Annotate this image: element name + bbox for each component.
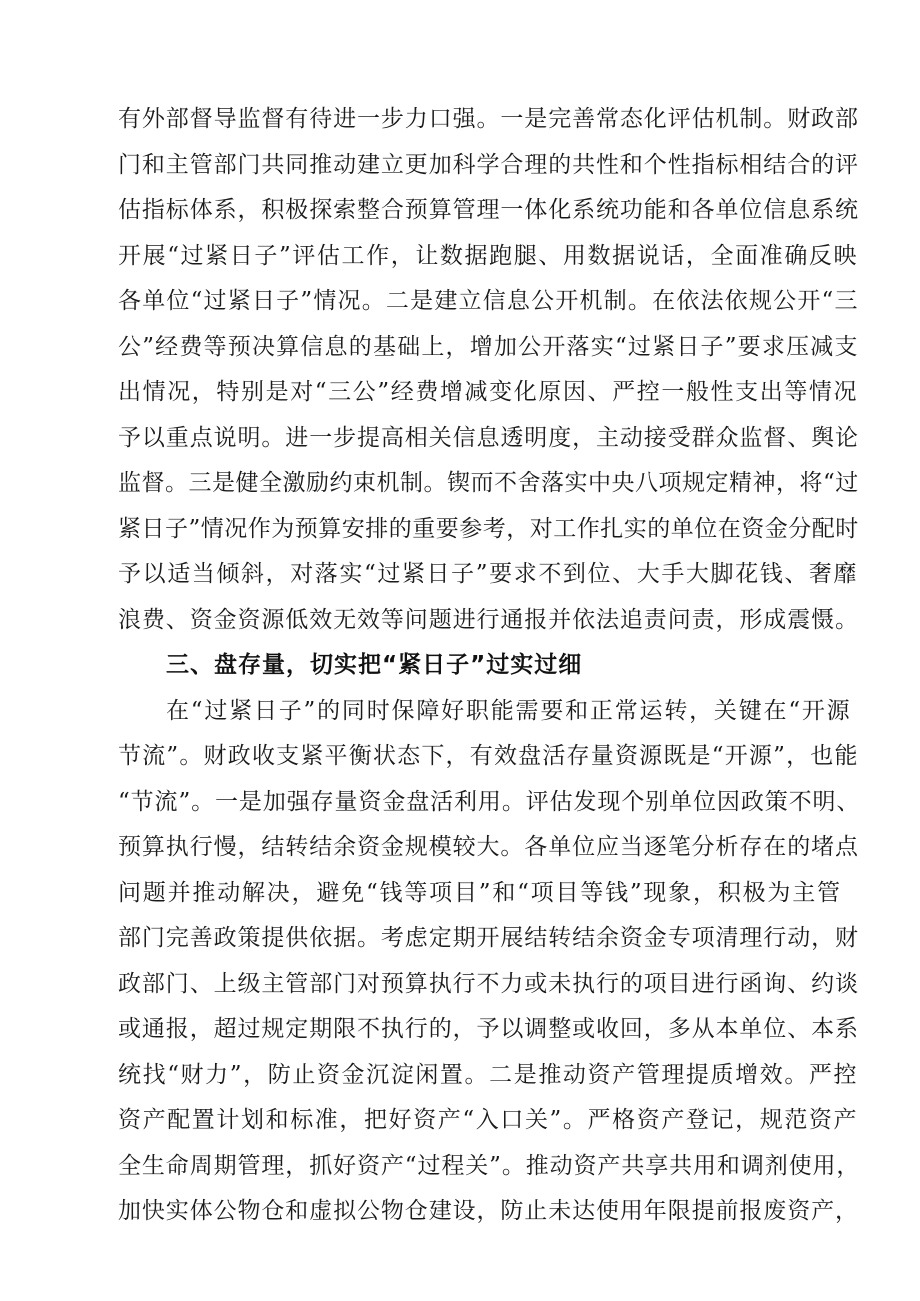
text-line: 部门完善政策提供依据。考虑定期开展结转结余资金专项清理行动，财 bbox=[118, 925, 859, 951]
text-line: 门和主管部门共同推动建立更加科学合理的共性和个性指标相结合的评 bbox=[118, 152, 859, 178]
section-heading: 三、盘存量，切实把“紧日子”过实过细 bbox=[166, 652, 583, 678]
text-line: 予以适当倾斜，对落实“过紧日子”要求不到位、大手大脚花钱、奢靡 bbox=[118, 561, 859, 587]
text-line: “节流”。一是加强存量资金盘活利用。评估发现个别单位因政策不明、 bbox=[118, 789, 861, 815]
text-line: 监督。三是健全激励约束机制。锲而不舍落实中央八项规定精神，将“过 bbox=[118, 470, 859, 496]
text-line: 预算执行慢，结转结余资金规模较大。各单位应当逐笔分析存在的堵点 bbox=[118, 834, 859, 860]
text-line: 予以重点说明。进一步提高相关信息透明度，主动接受群众监督、舆论 bbox=[118, 425, 859, 451]
text-line: 公”经费等预决算信息的基础上，增加公开落实“过紧日子”要求压减支 bbox=[118, 334, 859, 360]
text-line: 有外部督导监督有待进一步力口强。一是完善常态化评估机制。财政部 bbox=[118, 106, 859, 132]
text-line: 紧日子”情况作为预算安排的重要参考，对工作扎实的单位在资金分配时 bbox=[118, 516, 859, 542]
text-line: 全生命周期管理，抓好资产“过程关”。推动资产共享共用和调剂使用， bbox=[118, 1153, 861, 1179]
text-line: 估指标体系，积极探索整合预算管理一体化系统功能和各单位信息系统 bbox=[118, 197, 859, 223]
text-line: 出情况，特别是对“三公”经费增减变化原因、严控一般性支出等情况 bbox=[118, 379, 859, 405]
text-line: 节流”。财政收支紧平衡状态下，有效盘活存量资源既是“开源”，也能 bbox=[118, 743, 859, 769]
text-line: 问题并推动解决，避免“钱等项目”和“项目等钱”现象，积极为主管 bbox=[118, 880, 842, 906]
text-line: 开展“过紧日子”评估工作，让数据跑腿、用数据说话，全面准确反映 bbox=[118, 243, 859, 269]
text-line: 统找“财力”，防止资金沉淀闲置。二是推动资产管理提质增效。严控 bbox=[118, 1062, 859, 1088]
text-line: 或通报，超过规定期限不执行的，予以调整或收回，多从本单位、本系 bbox=[118, 1016, 859, 1042]
text-line: 浪费、资金资源低效无效等问题进行通报并依法追责问责，形成震慑。 bbox=[118, 607, 859, 633]
text-line: 加快实体公物仓和虚拟公物仓建设，防止未达使用年限提前报废资产， bbox=[118, 1198, 859, 1224]
text-line: 在“过紧日子”的同时保障好职能需要和正常运转，关键在“开源 bbox=[166, 698, 852, 724]
text-line: 资产配置计划和标准，把好资产“入口关”。严格资产登记，规范资产 bbox=[118, 1107, 859, 1133]
text-line: 各单位“过紧日子”情况。二是建立信息公开机制。在依法依规公开“三 bbox=[118, 288, 859, 314]
text-line: 政部门、上级主管部门对预算执行不力或未执行的项目进行函询、约谈 bbox=[118, 971, 859, 997]
